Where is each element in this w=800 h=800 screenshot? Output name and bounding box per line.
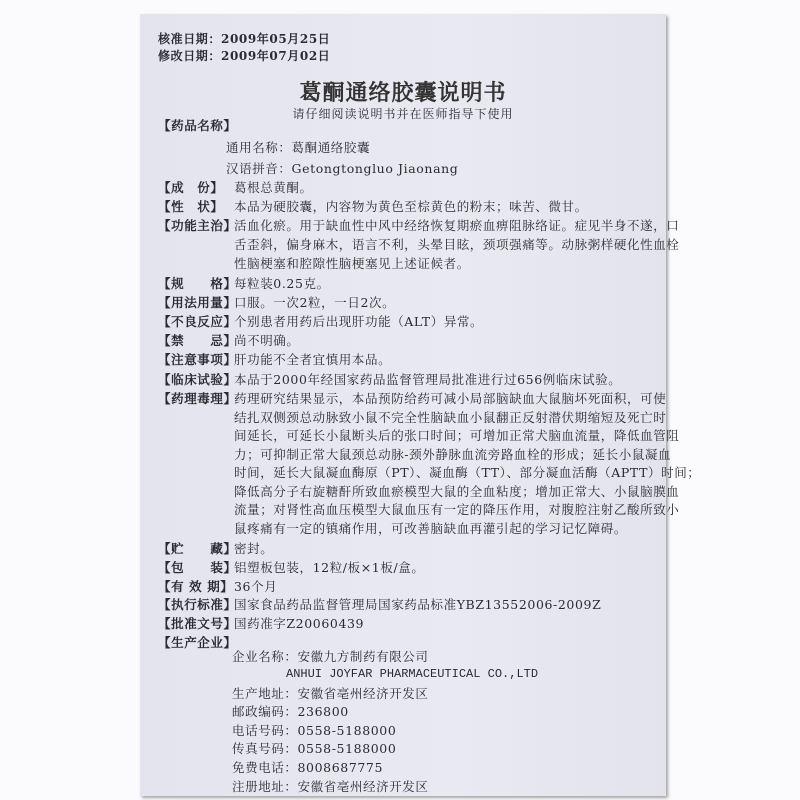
instruction-leaflet (140, 14, 701, 796)
pharmacology-line: 降低高分子右旋糖酐所致血瘀模型大鼠的全血粘度；增加正常大、小鼠脑膜血 (234, 484, 680, 499)
description-text: 本品为硬胶囊，内容物为黄色至棕黄色的粉末；味苦、微甘。 (234, 199, 588, 214)
precautions-label: 【注意事项】 (158, 352, 237, 367)
adverse-label: 【不良反应】 (158, 314, 237, 329)
generic-name: 通用名称：葛酮通络胶囊 (226, 140, 371, 155)
pharmacology-line: 药理研究结果显示，本品预防给药可减小局部脑缺血大鼠脑坏死面积，可使 (234, 391, 667, 406)
ingredients-text: 葛根总黄酮。 (234, 180, 313, 195)
contraindications-text: 尚不明确。 (234, 333, 300, 348)
indications-label: 【功能主治】 (158, 218, 237, 233)
description-label: 【性 状】 (158, 199, 224, 214)
phone-number: 电话号码：0558-5188000 (232, 723, 397, 738)
approval-number-label: 【批准文号】 (158, 616, 237, 631)
package-text: 铝塑板包装，12粒/板×1板/盒。 (234, 560, 425, 575)
storage-label: 【贮 藏】 (158, 541, 237, 556)
pharmacology-line: 流量；对肾性高血压模型大鼠血压有一定的降压作用，对腹腔注射乙酸所致小 (234, 502, 680, 517)
specification-label: 【规 格】 (158, 276, 237, 291)
document-title: 葛酮通络胶囊说明书 (299, 81, 507, 106)
ingredients-label: 【成 份】 (158, 180, 224, 195)
approval-date: 核准日期：2009年05月25日 (158, 32, 331, 46)
dosage-label: 【用法用量】 (158, 295, 237, 310)
company-name: 企业名称：安徽九方制药有限公司 (232, 649, 429, 664)
production-address: 生产地址：安徽省亳州经济开发区 (232, 686, 429, 701)
validity-text: 36个月 (234, 579, 278, 594)
standard-text: 国家食品药品监督管理局国家药品标准YBZ13552006-2009Z (234, 597, 602, 612)
drug-name-label: 【药品名称】 (158, 118, 237, 133)
postcode: 邮政编码：236800 (232, 704, 349, 719)
registered-address: 注册地址：安徽省亳州经济开发区 (232, 779, 429, 794)
fax-number: 传真号码：0558-5188000 (232, 741, 397, 756)
manufacturer-label: 【生产企业】 (158, 635, 237, 650)
adverse-text: 个别患者用药后出现肝功能（ALT）异常。 (234, 314, 484, 329)
storage-text: 密封。 (234, 541, 274, 556)
standard-label: 【执行标准】 (158, 597, 237, 612)
document-subtitle: 请仔细阅读说明书并在医师指导下使用 (292, 107, 514, 121)
package-label: 【包 装】 (158, 560, 237, 575)
dosage-text: 口服。一次2粒，一日2次。 (234, 295, 396, 310)
pharmacology-line: 力；可抑制正常大鼠颈总动脉-颈外静脉血流旁路血栓的形成；延长小鼠凝血 (234, 447, 672, 462)
clinical-label: 【临床试验】 (158, 372, 237, 387)
indications-line: 活血化瘀。用于缺血性中风中经络恢复期瘀血痹阻脉络证。症见半身不遂，口 (234, 218, 680, 233)
hotline-number: 免费电话：8008687775 (232, 760, 384, 775)
clinical-text: 本品于2000年经国家药品监督管理局批准进行过656例临床试验。 (234, 372, 622, 387)
indications-line: 舌歪斜，偏身麻木，语言不利，头晕目眩，颈项强痛等。动脉粥样硬化性血栓 (234, 237, 680, 252)
pinyin-name: 汉语拼音：Getongtongluo Jiaonang (226, 161, 459, 176)
approval-number-text: 国药准字Z20060439 (234, 616, 365, 631)
company-name-en: ANHUI JOYFAR PHARMACEUTICAL CO.,LTD (286, 667, 539, 681)
pharmacology-line: 时间，延长大鼠凝血酶原（PT）、凝血酶（TT）、部分凝血活酶（APTT）时间； (234, 465, 701, 480)
pharmacology-line: 鼠疼痛有一定的镇痛作用，可改善脑缺血再灌引起的学习记忆障碍。 (234, 521, 628, 536)
specification-text: 每粒装0.25克。 (234, 276, 330, 291)
validity-label: 【有 效 期】 (158, 579, 234, 594)
indications-line: 性脑梗塞和腔隙性脑梗塞见上述证候者。 (234, 256, 470, 271)
pharmacology-line: 结扎双侧颈总动脉致小鼠不完全性脑缺血小鼠翻正反射潜伏期缩短及死亡时 (234, 410, 667, 425)
pharmacology-line: 间延长，可延长小鼠断头后的张口时间；可增加正常犬脑血流量，降低血管阻 (234, 428, 680, 443)
revision-date: 修改日期：2009年07月02日 (158, 49, 331, 63)
precautions-text: 肝功能不全者宜慎用本品。 (234, 352, 392, 367)
pharmacology-label: 【药理毒理】 (158, 391, 237, 406)
contraindications-label: 【禁 忌】 (158, 333, 237, 348)
